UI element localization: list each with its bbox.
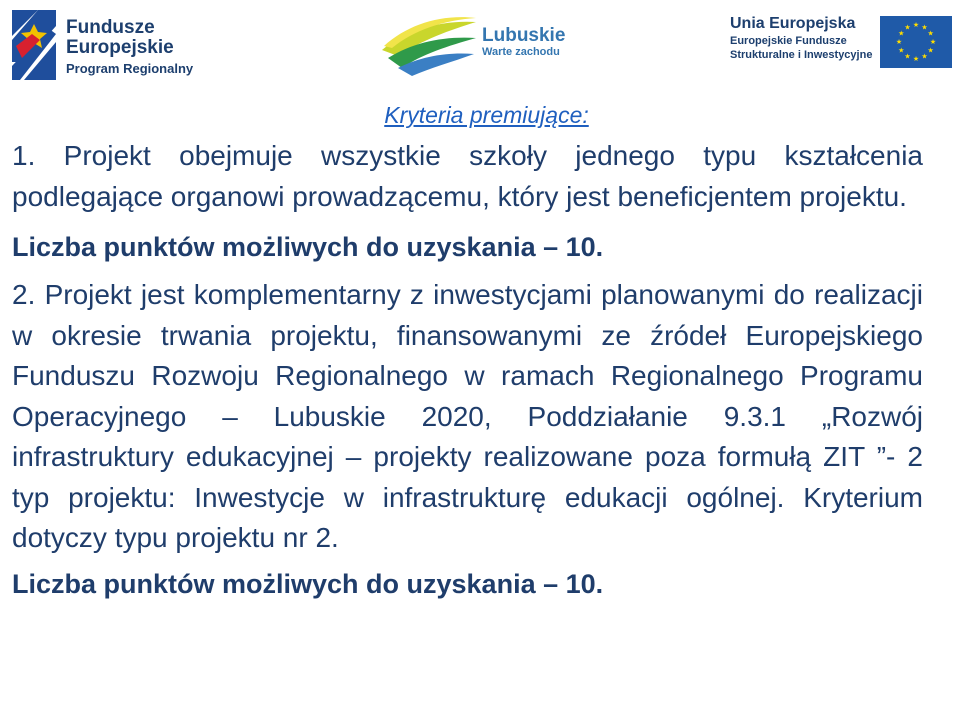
lubuskie-logo — [378, 8, 578, 78]
fundusze-europejskie-logo — [8, 6, 208, 84]
criterion-1-text: 1. Projekt obejmuje wszystkie szkoły jednego typu kształcenia podlegające organowi prowadzącemu, który jest beneficjentem projektu. — [12, 140, 923, 212]
svg-text:★: ★ — [929, 38, 937, 46]
svg-text:★: ★ — [912, 55, 920, 63]
svg-text:★: ★ — [904, 23, 911, 32]
svg-text:★: ★ — [921, 52, 928, 61]
criterion-2-text: 2. Projekt jest komplementarny z inwestycjami planowanymi do realizacji w okresie trwania projektu, finansowanymi ze źródeł Europejskiego Funduszu Rozwoju Regionalnego w ramach Regionalnego Programu Operacyjnego – Lubuskie 2020, Poddziałanie 9.3.1 „Rozwój infrastruktury edukacyjnej – projekty realizowane poza formułą ZIT ”- 2 typ projektu: Inwestycje w infrastrukturę edukacji ogólnej. Kryterium dotyczy typu projektu nr 2. — [12, 279, 923, 553]
criterion-1-score: Liczba punktów możliwych do uzyskania – 10. — [12, 232, 604, 262]
svg-text:★: ★ — [898, 29, 905, 38]
unia-europejska-text — [730, 14, 872, 62]
lubuskie-swoosh-icon — [378, 12, 478, 78]
svg-text:★: ★ — [904, 52, 911, 61]
svg-text:★: ★ — [927, 46, 934, 55]
lubuskie-tagline: Warte zachodu — [482, 46, 560, 58]
fundusze-europejskie-emblem-icon — [8, 6, 60, 84]
ue-name: Unia Europejska — [730, 15, 856, 32]
lubuskie-text — [482, 26, 565, 58]
svg-text:★: ★ — [921, 23, 928, 32]
ue-sub-1: Europejskie Fundusze — [730, 35, 847, 47]
slide-content — [12, 100, 923, 604]
fe-line-1: Fundusze — [66, 17, 155, 38]
logo-bar — [0, 0, 960, 96]
lubuskie-name: Lubuskie — [482, 25, 566, 46]
criterion-2-score: Liczba punktów możliwych do uzyskania – 10. — [12, 568, 604, 599]
svg-text:★: ★ — [927, 29, 934, 38]
fundusze-europejskie-text — [66, 18, 193, 78]
fe-line-2: Europejskie — [66, 37, 174, 58]
ue-sub-2: Strukturalne i Inwestycyjne — [730, 49, 873, 61]
svg-text:★: ★ — [912, 21, 920, 29]
criteria-heading: Kryteria premiujące: — [384, 102, 589, 128]
svg-text:★: ★ — [895, 38, 903, 46]
unia-europejska-logo — [730, 12, 952, 74]
svg-text:★: ★ — [898, 46, 905, 55]
fe-line-3: Program Regionalny — [66, 61, 194, 76]
eu-flag-icon — [880, 16, 952, 68]
